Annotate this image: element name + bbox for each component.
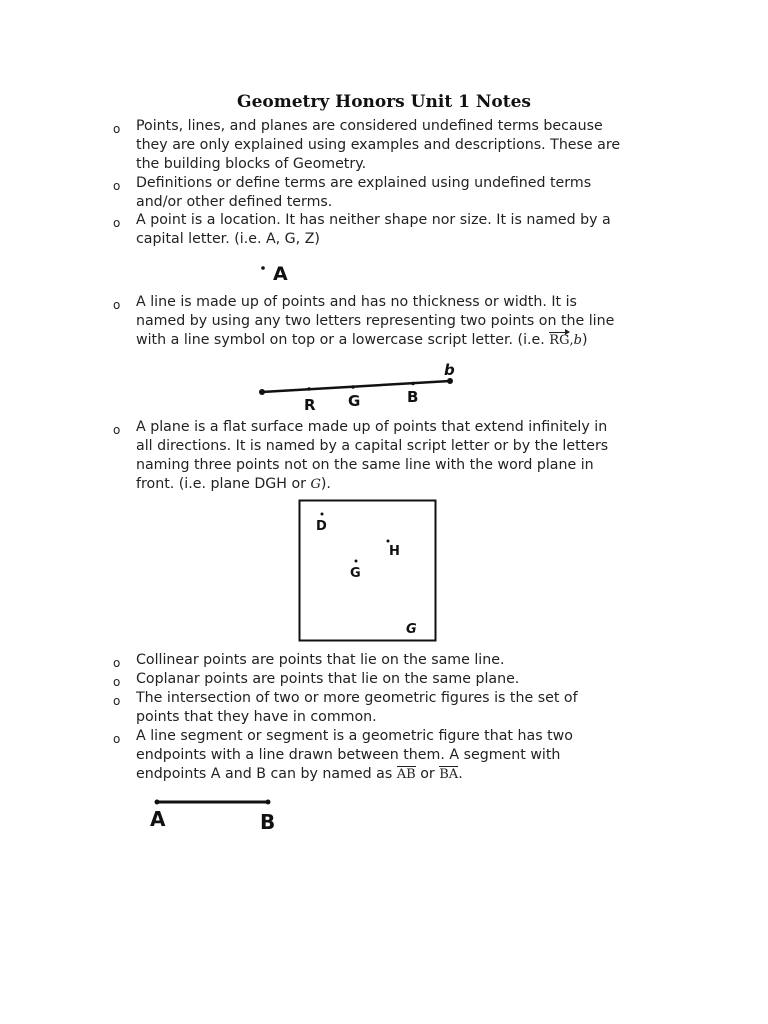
line-name: b <box>444 361 455 379</box>
bullet-marker: o <box>113 656 121 670</box>
plane-label-d: D <box>316 519 327 534</box>
script-letter: b <box>573 333 582 348</box>
segment-endpoint-b <box>266 800 271 805</box>
plane-point-d <box>321 513 324 516</box>
line-symbol: RG <box>549 333 570 348</box>
note-item: Points, lines, and planes are considered undefined terms because they are only explained using examples and descriptions. These are the building blocks of Geometry. <box>136 118 621 172</box>
line-stroke <box>262 381 450 392</box>
segment-label-b: B <box>260 810 276 834</box>
note-item: Definitions or define terms are explained using undefined terms and/or other defined terms. <box>136 175 592 210</box>
plane-label-h: H <box>389 544 400 559</box>
segment-symbol: BA <box>439 767 459 782</box>
line-label-r: R <box>304 396 316 414</box>
line-endpoint <box>259 389 265 395</box>
plane-name: G <box>406 622 417 637</box>
bullet-marker: o <box>113 423 121 437</box>
note-item: A line is made up of points and has no thickness or width. It is named by using any two letters representing two points on the line with a line symbol on top or a lowercase script letter. (i.e. RG,b) <box>136 294 615 348</box>
segment-figure <box>148 795 283 835</box>
bullet-marker: o <box>113 122 121 136</box>
bullet-marker: o <box>113 732 121 746</box>
plane-label-g: G <box>350 566 361 581</box>
note-item: The intersection of two or more geometric figures is the set of points that they have in common. <box>136 690 578 725</box>
note-item: A point is a location. It has neither shape nor size. It is named by a capital letter. (i.e. A, G, Z) <box>136 212 611 247</box>
note-item: A plane is a flat surface made up of points that extend infinitely in all directions. It is named by a capital script letter or by the letters naming three points not on the same line with the word plane in front. (i.e. plane DGH or G). <box>136 419 609 492</box>
script-letter: G <box>310 477 321 492</box>
page-title: Geometry Honors Unit 1 Notes <box>237 92 531 112</box>
point-figure <box>255 260 295 285</box>
bullet-marker: o <box>113 675 121 689</box>
bullet-marker: o <box>113 216 121 230</box>
line-label-b: B <box>407 388 419 406</box>
bullet-marker: o <box>113 179 121 193</box>
segment-symbol: AB <box>396 767 416 782</box>
plane-figure <box>298 499 440 644</box>
segment-endpoint-a <box>155 800 160 805</box>
plane-point-g <box>355 560 358 563</box>
line-point-b <box>411 382 415 386</box>
line-label-g: G <box>348 392 361 410</box>
line-figure <box>255 360 475 415</box>
note-item: Coplanar points are points that lie on the same plane. <box>136 671 520 687</box>
bullet-marker: o <box>113 694 121 708</box>
bullet-marker: o <box>113 298 121 312</box>
plane-point-h <box>387 540 390 543</box>
note-item: Collinear points are points that lie on the same line. <box>136 652 505 668</box>
line-point-r <box>307 387 311 391</box>
point-label: A <box>273 263 288 285</box>
line-point-g <box>351 385 355 389</box>
segment-label-a: A <box>150 807 166 831</box>
point-dot <box>261 266 265 270</box>
note-item: A line segment or segment is a geometric figure that has two endpoints with a line drawn between them. A segment with endpoints A and B can by named as AB or BA. <box>136 728 573 782</box>
